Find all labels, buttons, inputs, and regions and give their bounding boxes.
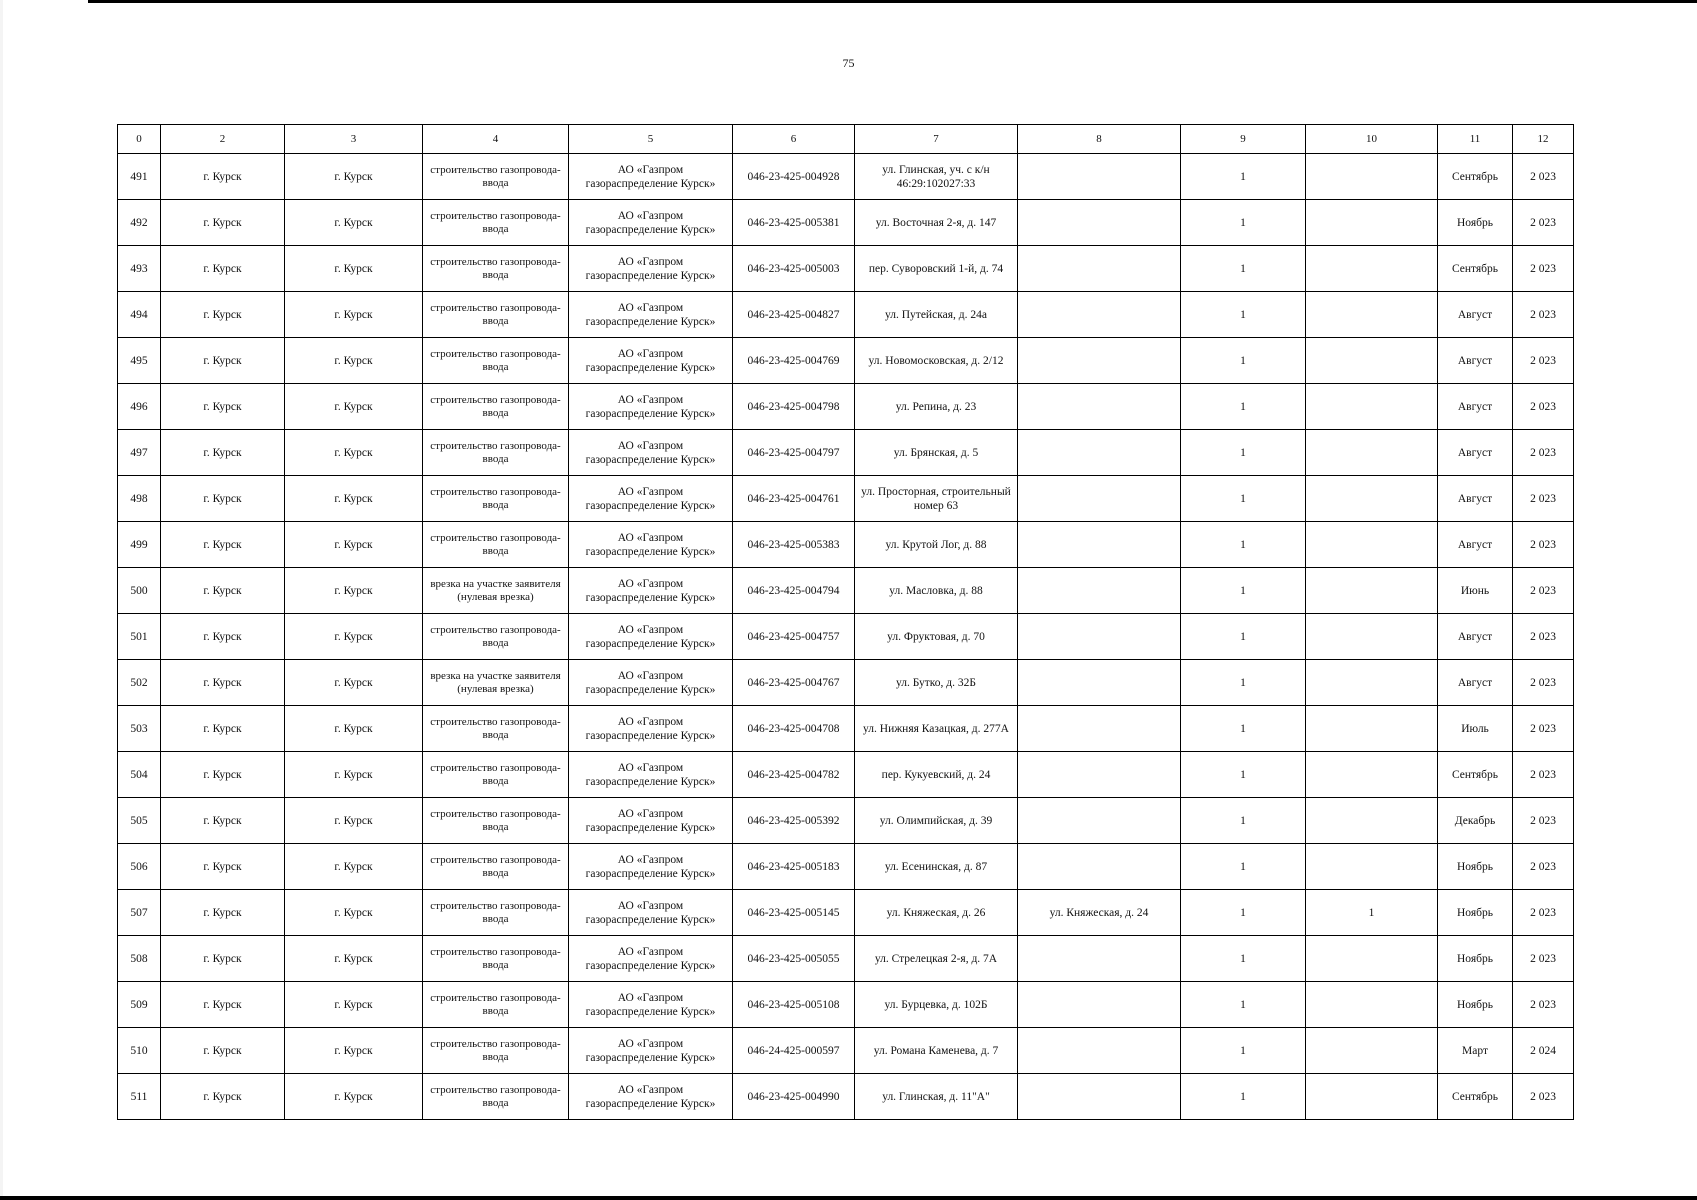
settlement-cell: г. Курск	[285, 384, 423, 430]
address-cell: пер. Суворовский 1-й, д. 74	[855, 246, 1018, 292]
settlement-cell: г. Курск	[285, 752, 423, 798]
municipality-cell: г. Курск	[161, 154, 285, 200]
year-cell: 2 023	[1513, 936, 1574, 982]
address-cell: ул. Восточная 2-я, д. 147	[855, 200, 1018, 246]
settlement-cell: г. Курск	[285, 844, 423, 890]
municipality-cell: г. Курск	[161, 844, 285, 890]
application-number-cell: 046-23-425-005392	[733, 798, 855, 844]
count-cell: 1	[1181, 660, 1306, 706]
address-cell: ул. Крутой Лог, д. 88	[855, 522, 1018, 568]
table-row	[118, 614, 1574, 660]
extra-address-cell	[1018, 384, 1181, 430]
organization-cell: АО «Газпром газораспределение Курск»	[569, 522, 733, 568]
application-number-cell: 046-24-425-000597	[733, 1028, 855, 1074]
row-number: 511	[118, 1074, 161, 1120]
extra-address-cell	[1018, 752, 1181, 798]
extra-count-cell	[1306, 798, 1438, 844]
municipality-cell: г. Курск	[161, 430, 285, 476]
address-cell: ул. Бурцевка, д. 102Б	[855, 982, 1018, 1028]
column-header: 6	[733, 125, 855, 154]
table-row	[118, 936, 1574, 982]
application-number-cell: 046-23-425-004794	[733, 568, 855, 614]
extra-count-cell	[1306, 982, 1438, 1028]
column-header: 12	[1513, 125, 1574, 154]
organization-cell: АО «Газпром газораспределение Курск»	[569, 614, 733, 660]
year-cell: 2 023	[1513, 660, 1574, 706]
municipality-cell: г. Курск	[161, 568, 285, 614]
table-body	[118, 154, 1574, 1120]
month-cell: Июнь	[1438, 568, 1513, 614]
extra-address-cell	[1018, 798, 1181, 844]
table-row	[118, 522, 1574, 568]
table-row	[118, 1028, 1574, 1074]
month-cell: Ноябрь	[1438, 890, 1513, 936]
municipality-cell: г. Курск	[161, 522, 285, 568]
application-number-cell: 046-23-425-004761	[733, 476, 855, 522]
year-cell: 2 023	[1513, 706, 1574, 752]
settlement-cell: г. Курск	[285, 798, 423, 844]
column-header: 5	[569, 125, 733, 154]
settlement-cell: г. Курск	[285, 1074, 423, 1120]
table-row	[118, 844, 1574, 890]
extra-address-cell	[1018, 522, 1181, 568]
work-type-cell: строительство газопровода-ввода	[423, 476, 569, 522]
settlement-cell: г. Курск	[285, 936, 423, 982]
work-type-cell: строительство газопровода-ввода	[423, 430, 569, 476]
organization-cell: АО «Газпром газораспределение Курск»	[569, 246, 733, 292]
month-cell: Август	[1438, 522, 1513, 568]
month-cell: Ноябрь	[1438, 200, 1513, 246]
work-type-cell: строительство газопровода-ввода	[423, 890, 569, 936]
organization-cell: АО «Газпром газораспределение Курск»	[569, 430, 733, 476]
application-number-cell: 046-23-425-005381	[733, 200, 855, 246]
count-cell: 1	[1181, 798, 1306, 844]
extra-address-cell	[1018, 982, 1181, 1028]
year-cell: 2 023	[1513, 568, 1574, 614]
municipality-cell: г. Курск	[161, 614, 285, 660]
table-header-row	[118, 125, 1574, 154]
organization-cell: АО «Газпром газораспределение Курск»	[569, 200, 733, 246]
municipality-cell: г. Курск	[161, 476, 285, 522]
extra-address-cell	[1018, 246, 1181, 292]
year-cell: 2 023	[1513, 752, 1574, 798]
extra-address-cell	[1018, 1028, 1181, 1074]
application-number-cell: 046-23-425-005003	[733, 246, 855, 292]
row-number: 505	[118, 798, 161, 844]
settlement-cell: г. Курск	[285, 292, 423, 338]
organization-cell: АО «Газпром газораспределение Курск»	[569, 292, 733, 338]
application-number-cell: 046-23-425-004708	[733, 706, 855, 752]
work-type-cell: строительство газопровода-ввода	[423, 522, 569, 568]
row-number: 500	[118, 568, 161, 614]
application-number-cell: 046-23-425-005145	[733, 890, 855, 936]
application-number-cell: 046-23-425-005055	[733, 936, 855, 982]
work-type-cell: строительство газопровода-ввода	[423, 798, 569, 844]
organization-cell: АО «Газпром газораспределение Курск»	[569, 936, 733, 982]
table-row	[118, 384, 1574, 430]
application-number-cell: 046-23-425-004990	[733, 1074, 855, 1120]
row-number: 492	[118, 200, 161, 246]
application-number-cell: 046-23-425-004757	[733, 614, 855, 660]
work-type-cell: врезка на участке заявителя (нулевая врезка)	[423, 568, 569, 614]
column-header: 8	[1018, 125, 1181, 154]
organization-cell: АО «Газпром газораспределение Курск»	[569, 752, 733, 798]
extra-count-cell	[1306, 476, 1438, 522]
table-row	[118, 246, 1574, 292]
application-number-cell: 046-23-425-004928	[733, 154, 855, 200]
count-cell: 1	[1181, 154, 1306, 200]
scan-border-top	[88, 0, 1697, 3]
column-header: 0	[118, 125, 161, 154]
month-cell: Ноябрь	[1438, 982, 1513, 1028]
row-number: 507	[118, 890, 161, 936]
table-row	[118, 1074, 1574, 1120]
month-cell: Август	[1438, 614, 1513, 660]
month-cell: Июль	[1438, 706, 1513, 752]
count-cell: 1	[1181, 936, 1306, 982]
month-cell: Сентябрь	[1438, 1074, 1513, 1120]
month-cell: Август	[1438, 476, 1513, 522]
organization-cell: АО «Газпром газораспределение Курск»	[569, 706, 733, 752]
table-row	[118, 200, 1574, 246]
organization-cell: АО «Газпром газораспределение Курск»	[569, 890, 733, 936]
organization-cell: АО «Газпром газораспределение Курск»	[569, 982, 733, 1028]
table-row	[118, 752, 1574, 798]
count-cell: 1	[1181, 890, 1306, 936]
count-cell: 1	[1181, 706, 1306, 752]
organization-cell: АО «Газпром газораспределение Курск»	[569, 660, 733, 706]
work-type-cell: строительство газопровода-ввода	[423, 200, 569, 246]
column-header: 3	[285, 125, 423, 154]
application-number-cell: 046-23-425-004782	[733, 752, 855, 798]
address-cell: ул. Глинская, д. 11"А"	[855, 1074, 1018, 1120]
table-row	[118, 292, 1574, 338]
page-number: 75	[842, 56, 855, 70]
address-cell: ул. Бутко, д. 32Б	[855, 660, 1018, 706]
address-cell: ул. Стрелецкая 2-я, д. 7А	[855, 936, 1018, 982]
work-type-cell: строительство газопровода-ввода	[423, 338, 569, 384]
work-type-cell: строительство газопровода-ввода	[423, 1074, 569, 1120]
organization-cell: АО «Газпром газораспределение Курск»	[569, 154, 733, 200]
municipality-cell: г. Курск	[161, 1028, 285, 1074]
year-cell: 2 023	[1513, 338, 1574, 384]
work-type-cell: строительство газопровода-ввода	[423, 844, 569, 890]
extra-count-cell	[1306, 844, 1438, 890]
extra-count-cell	[1306, 660, 1438, 706]
row-number: 508	[118, 936, 161, 982]
count-cell: 1	[1181, 568, 1306, 614]
scan-border-bottom	[0, 1196, 1697, 1200]
address-cell: ул. Нижняя Казацкая, д. 277А	[855, 706, 1018, 752]
municipality-cell: г. Курск	[161, 200, 285, 246]
organization-cell: АО «Газпром газораспределение Курск»	[569, 338, 733, 384]
organization-cell: АО «Газпром газораспределение Курск»	[569, 476, 733, 522]
year-cell: 2 023	[1513, 890, 1574, 936]
month-cell: Август	[1438, 430, 1513, 476]
application-number-cell: 046-23-425-004798	[733, 384, 855, 430]
settlement-cell: г. Курск	[285, 982, 423, 1028]
address-cell: ул. Княжеская, д. 26	[855, 890, 1018, 936]
settlement-cell: г. Курск	[285, 200, 423, 246]
address-cell: ул. Фруктовая, д. 70	[855, 614, 1018, 660]
year-cell: 2 023	[1513, 798, 1574, 844]
year-cell: 2 023	[1513, 1074, 1574, 1120]
municipality-cell: г. Курск	[161, 890, 285, 936]
scan-border-left	[0, 0, 3, 1200]
application-number-cell: 046-23-425-005108	[733, 982, 855, 1028]
registry-table	[117, 124, 1574, 1120]
table-row	[118, 798, 1574, 844]
column-header: 10	[1306, 125, 1438, 154]
row-number: 493	[118, 246, 161, 292]
row-number: 499	[118, 522, 161, 568]
organization-cell: АО «Газпром газораспределение Курск»	[569, 1028, 733, 1074]
extra-count-cell: 1	[1306, 890, 1438, 936]
address-cell: пер. Кукуевский, д. 24	[855, 752, 1018, 798]
year-cell: 2 023	[1513, 476, 1574, 522]
organization-cell: АО «Газпром газораспределение Курск»	[569, 844, 733, 890]
organization-cell: АО «Газпром газораспределение Курск»	[569, 798, 733, 844]
year-cell: 2 023	[1513, 982, 1574, 1028]
extra-address-cell: ул. Княжеская, д. 24	[1018, 890, 1181, 936]
year-cell: 2 023	[1513, 614, 1574, 660]
month-cell: Ноябрь	[1438, 936, 1513, 982]
month-cell: Август	[1438, 292, 1513, 338]
row-number: 498	[118, 476, 161, 522]
work-type-cell: врезка на участке заявителя (нулевая врезка)	[423, 660, 569, 706]
column-header: 9	[1181, 125, 1306, 154]
municipality-cell: г. Курск	[161, 706, 285, 752]
count-cell: 1	[1181, 522, 1306, 568]
extra-count-cell	[1306, 1028, 1438, 1074]
settlement-cell: г. Курск	[285, 706, 423, 752]
month-cell: Декабрь	[1438, 798, 1513, 844]
settlement-cell: г. Курск	[285, 890, 423, 936]
settlement-cell: г. Курск	[285, 1028, 423, 1074]
count-cell: 1	[1181, 384, 1306, 430]
settlement-cell: г. Курск	[285, 154, 423, 200]
extra-count-cell	[1306, 522, 1438, 568]
application-number-cell: 046-23-425-005183	[733, 844, 855, 890]
address-cell: ул. Глинская, уч. с к/н 46:29:102027:33	[855, 154, 1018, 200]
application-number-cell: 046-23-425-004797	[733, 430, 855, 476]
work-type-cell: строительство газопровода-ввода	[423, 982, 569, 1028]
extra-address-cell	[1018, 568, 1181, 614]
extra-count-cell	[1306, 154, 1438, 200]
row-number: 497	[118, 430, 161, 476]
settlement-cell: г. Курск	[285, 246, 423, 292]
row-number: 503	[118, 706, 161, 752]
address-cell: ул. Брянская, д. 5	[855, 430, 1018, 476]
month-cell: Сентябрь	[1438, 752, 1513, 798]
extra-count-cell	[1306, 752, 1438, 798]
application-number-cell: 046-23-425-004827	[733, 292, 855, 338]
extra-address-cell	[1018, 476, 1181, 522]
month-cell: Ноябрь	[1438, 844, 1513, 890]
month-cell: Август	[1438, 384, 1513, 430]
work-type-cell: строительство газопровода-ввода	[423, 154, 569, 200]
settlement-cell: г. Курск	[285, 568, 423, 614]
application-number-cell: 046-23-425-004769	[733, 338, 855, 384]
extra-address-cell	[1018, 660, 1181, 706]
settlement-cell: г. Курск	[285, 430, 423, 476]
organization-cell: АО «Газпром газораспределение Курск»	[569, 568, 733, 614]
count-cell: 1	[1181, 982, 1306, 1028]
settlement-cell: г. Курск	[285, 660, 423, 706]
application-number-cell: 046-23-425-004767	[733, 660, 855, 706]
count-cell: 1	[1181, 1074, 1306, 1120]
extra-address-cell	[1018, 706, 1181, 752]
row-number: 495	[118, 338, 161, 384]
work-type-cell: строительство газопровода-ввода	[423, 1028, 569, 1074]
municipality-cell: г. Курск	[161, 384, 285, 430]
extra-count-cell	[1306, 338, 1438, 384]
municipality-cell: г. Курск	[161, 982, 285, 1028]
month-cell: Август	[1438, 660, 1513, 706]
settlement-cell: г. Курск	[285, 338, 423, 384]
table-row	[118, 476, 1574, 522]
count-cell: 1	[1181, 1028, 1306, 1074]
year-cell: 2 023	[1513, 384, 1574, 430]
work-type-cell: строительство газопровода-ввода	[423, 292, 569, 338]
extra-address-cell	[1018, 614, 1181, 660]
row-number: 509	[118, 982, 161, 1028]
column-header: 7	[855, 125, 1018, 154]
table-row	[118, 982, 1574, 1028]
extra-count-cell	[1306, 936, 1438, 982]
extra-address-cell	[1018, 844, 1181, 890]
municipality-cell: г. Курск	[161, 338, 285, 384]
application-number-cell: 046-23-425-005383	[733, 522, 855, 568]
municipality-cell: г. Курск	[161, 292, 285, 338]
address-cell: ул. Есенинская, д. 87	[855, 844, 1018, 890]
table-row	[118, 660, 1574, 706]
extra-address-cell	[1018, 1074, 1181, 1120]
work-type-cell: строительство газопровода-ввода	[423, 246, 569, 292]
work-type-cell: строительство газопровода-ввода	[423, 752, 569, 798]
extra-count-cell	[1306, 706, 1438, 752]
municipality-cell: г. Курск	[161, 798, 285, 844]
work-type-cell: строительство газопровода-ввода	[423, 614, 569, 660]
count-cell: 1	[1181, 614, 1306, 660]
extra-address-cell	[1018, 200, 1181, 246]
year-cell: 2 023	[1513, 154, 1574, 200]
row-number: 496	[118, 384, 161, 430]
table-row	[118, 706, 1574, 752]
count-cell: 1	[1181, 430, 1306, 476]
settlement-cell: г. Курск	[285, 614, 423, 660]
year-cell: 2 024	[1513, 1028, 1574, 1074]
organization-cell: АО «Газпром газораспределение Курск»	[569, 1074, 733, 1120]
extra-address-cell	[1018, 154, 1181, 200]
extra-address-cell	[1018, 430, 1181, 476]
column-header: 4	[423, 125, 569, 154]
municipality-cell: г. Курск	[161, 936, 285, 982]
row-number: 510	[118, 1028, 161, 1074]
address-cell: ул. Романа Каменева, д. 7	[855, 1028, 1018, 1074]
month-cell: Август	[1438, 338, 1513, 384]
month-cell: Сентябрь	[1438, 246, 1513, 292]
row-number: 494	[118, 292, 161, 338]
year-cell: 2 023	[1513, 430, 1574, 476]
table-row	[118, 338, 1574, 384]
extra-count-cell	[1306, 430, 1438, 476]
address-cell: ул. Новомосковская, д. 2/12	[855, 338, 1018, 384]
count-cell: 1	[1181, 752, 1306, 798]
year-cell: 2 023	[1513, 522, 1574, 568]
municipality-cell: г. Курск	[161, 660, 285, 706]
extra-address-cell	[1018, 292, 1181, 338]
extra-address-cell	[1018, 338, 1181, 384]
municipality-cell: г. Курск	[161, 1074, 285, 1120]
address-cell: ул. Масловка, д. 88	[855, 568, 1018, 614]
row-number: 506	[118, 844, 161, 890]
extra-address-cell	[1018, 936, 1181, 982]
column-header: 11	[1438, 125, 1513, 154]
count-cell: 1	[1181, 200, 1306, 246]
extra-count-cell	[1306, 246, 1438, 292]
address-cell: ул. Просторная, строительный номер 63	[855, 476, 1018, 522]
row-number: 502	[118, 660, 161, 706]
year-cell: 2 023	[1513, 844, 1574, 890]
table-row	[118, 890, 1574, 936]
count-cell: 1	[1181, 246, 1306, 292]
table-row	[118, 568, 1574, 614]
extra-count-cell	[1306, 614, 1438, 660]
column-header: 2	[161, 125, 285, 154]
count-cell: 1	[1181, 292, 1306, 338]
address-cell: ул. Олимпийская, д. 39	[855, 798, 1018, 844]
row-number: 491	[118, 154, 161, 200]
extra-count-cell	[1306, 568, 1438, 614]
work-type-cell: строительство газопровода-ввода	[423, 706, 569, 752]
count-cell: 1	[1181, 338, 1306, 384]
row-number: 501	[118, 614, 161, 660]
settlement-cell: г. Курск	[285, 522, 423, 568]
municipality-cell: г. Курск	[161, 752, 285, 798]
count-cell: 1	[1181, 844, 1306, 890]
month-cell: Март	[1438, 1028, 1513, 1074]
organization-cell: АО «Газпром газораспределение Курск»	[569, 384, 733, 430]
extra-count-cell	[1306, 384, 1438, 430]
extra-count-cell	[1306, 292, 1438, 338]
extra-count-cell	[1306, 1074, 1438, 1120]
address-cell: ул. Путейская, д. 24а	[855, 292, 1018, 338]
table-row	[118, 430, 1574, 476]
extra-count-cell	[1306, 200, 1438, 246]
settlement-cell: г. Курск	[285, 476, 423, 522]
count-cell: 1	[1181, 476, 1306, 522]
year-cell: 2 023	[1513, 200, 1574, 246]
work-type-cell: строительство газопровода-ввода	[423, 936, 569, 982]
work-type-cell: строительство газопровода-ввода	[423, 384, 569, 430]
row-number: 504	[118, 752, 161, 798]
municipality-cell: г. Курск	[161, 246, 285, 292]
address-cell: ул. Репина, д. 23	[855, 384, 1018, 430]
table-row	[118, 154, 1574, 200]
year-cell: 2 023	[1513, 246, 1574, 292]
year-cell: 2 023	[1513, 292, 1574, 338]
month-cell: Сентябрь	[1438, 154, 1513, 200]
